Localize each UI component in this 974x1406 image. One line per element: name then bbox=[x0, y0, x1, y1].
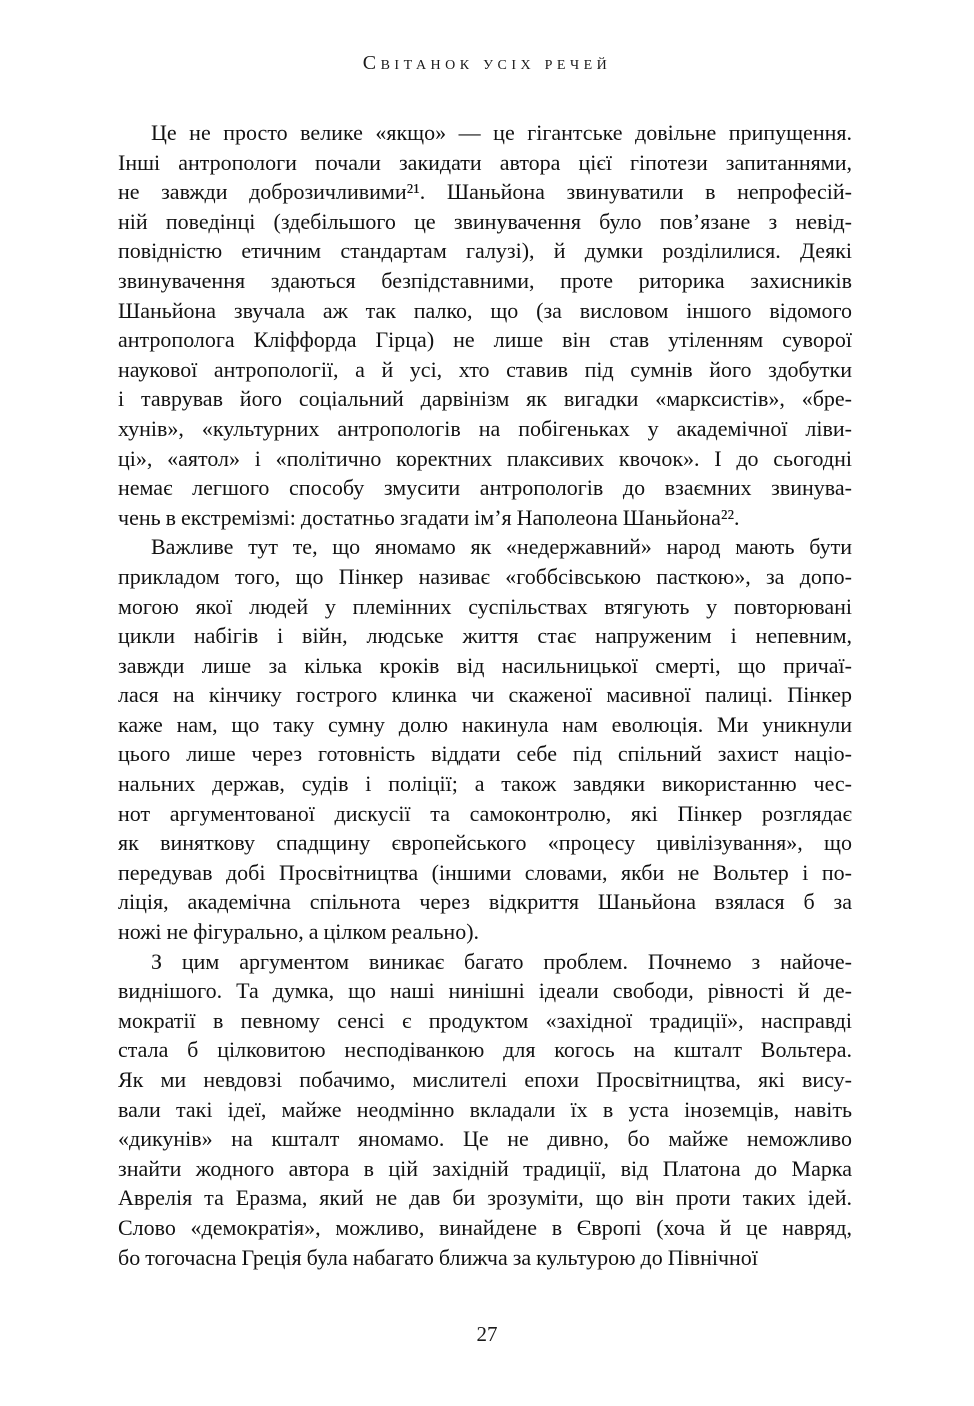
text-line: бо тогочасна Греція була набагато ближча за культурою до Північної bbox=[118, 1244, 758, 1270]
text-line: Як ми невдовзі побачимо, мислителі епохи Просвітництва, які вису- bbox=[118, 1067, 852, 1092]
text-line: наукової антропології, а й усі, хто ставив під сумнів його здобутки bbox=[118, 356, 852, 382]
text-block bbox=[118, 118, 852, 1272]
text-line: хунів», «культурних антропологів на побігеньках у академічної ліви- bbox=[118, 415, 852, 441]
text-line: передував добі Просвітництва (іншими словами, якби не Вольтер і по- bbox=[118, 859, 852, 885]
text-line: цього лише через готовність віддати себе під спільний захист націо- bbox=[118, 741, 852, 767]
text-line: ній поведінці (здебільшого це звинувачення було пов’язане з невід- bbox=[118, 208, 852, 234]
text-line: мократії в певному сенсі є продуктом «західної традиції», насправді bbox=[118, 1007, 852, 1033]
paragraph bbox=[118, 118, 852, 532]
text-line: Слово «демократія», можливо, винайдене в Європі (хоча й це навряд, bbox=[118, 1214, 852, 1240]
text-line: завжди лише за кілька кроків від насильницької смерті, що причаї- bbox=[118, 652, 852, 678]
text-line: як виняткову спадщину європейського «процесу цивілізування», що bbox=[118, 830, 852, 856]
text-line: цикли набігів і війн, людське життя стає напруженим і непевним, bbox=[118, 623, 852, 649]
text-line: каже нам, що таку сумну долю накинула нам еволюція. Ми уникнули bbox=[118, 711, 852, 737]
paragraph bbox=[118, 532, 852, 946]
text-line: немає легшого способу змусити антропологів до взаємних звинува- bbox=[118, 475, 852, 501]
text-line: звинувачення здаються безпідставними, проте риторика захисників bbox=[118, 267, 852, 293]
text-line: виднішого. Та думка, що наші нинішні ідеали свободи, рівності й де- bbox=[118, 978, 852, 1004]
text-line: вали такі ідеї, майже неодмінно вкладали їх в уста іноземців, навіть bbox=[118, 1096, 852, 1122]
text-line: «дикунів» на кшталт яномамо. Це не дивно, бо майже неможливо bbox=[118, 1126, 852, 1152]
text-line: Це не просто велике «якщо» — це гігантське довільне припущення. bbox=[151, 120, 852, 145]
text-line: знайти жодного автора в цій західній традиції, від Платона до Марка bbox=[118, 1155, 852, 1181]
running-header: Світанок усіх речей bbox=[362, 52, 612, 74]
text-line: антрополога Кліффорда Гірца) не лише він став утіленням суворої bbox=[118, 327, 852, 353]
text-line: ножі не фігурально, а цілком реально). bbox=[118, 919, 480, 945]
text-line: нальних держав, судів і поліції; а також завдяки використанню чес- bbox=[118, 771, 852, 797]
text-line: ці», «аятол» і «політично коректних плаксивих квочок». І до сьогодні bbox=[118, 445, 852, 471]
text-line: Аврелія та Еразма, який не дав би зрозуміти, що він проти таких ідей. bbox=[118, 1185, 852, 1211]
text-line: З цим аргументом виникає багато проблем. Почнемо з найоче- bbox=[151, 948, 852, 974]
text-line: повідністю етичним стандартам галузі), й думки розділилися. Деякі bbox=[118, 238, 852, 264]
paragraph bbox=[118, 947, 852, 1273]
text-line: Інші антропологи почали закидати автора цієї гіпотези запитаннями, bbox=[118, 149, 852, 175]
text-line: стала б цілковитою несподіванкою для когось на кшталт Вольтера. bbox=[118, 1037, 852, 1063]
text-line: прикладом того, що Пінкер називає «гоббсівською пасткою», за допо- bbox=[118, 563, 852, 589]
text-line: ліція, академічна спільнота через відкриття Шаньйона взялася б за bbox=[118, 889, 852, 915]
text-line: могою якої людей у племінних суспільствах втягують у повторювані bbox=[118, 593, 852, 619]
text-line: і таврував його соціальний дарвінізм як вигадки «марксистів», «бре- bbox=[118, 386, 852, 412]
text-line: нот аргументованої дискусії та самоконтролю, які Пінкер розглядає bbox=[118, 800, 852, 826]
text-line: чень в екстремізмі: достатньо згадати ім’я Наполеона Шаньйона²². bbox=[118, 504, 740, 530]
text-line: Шаньйона звучала аж так палко, що (за висловом іншого відомого bbox=[118, 297, 852, 323]
text-line: не завжди доброзичливими²¹. Шаньйона звинуватили в непрофесій- bbox=[118, 179, 852, 205]
page-number: 27 bbox=[476, 1322, 498, 1346]
text-line: Важливе тут те, що яномамо як «недержавний» народ мають бути bbox=[151, 534, 852, 560]
text-line: лася на кінчику гострого клинка чи скаженої масивної палиці. Пінкер bbox=[118, 682, 852, 708]
